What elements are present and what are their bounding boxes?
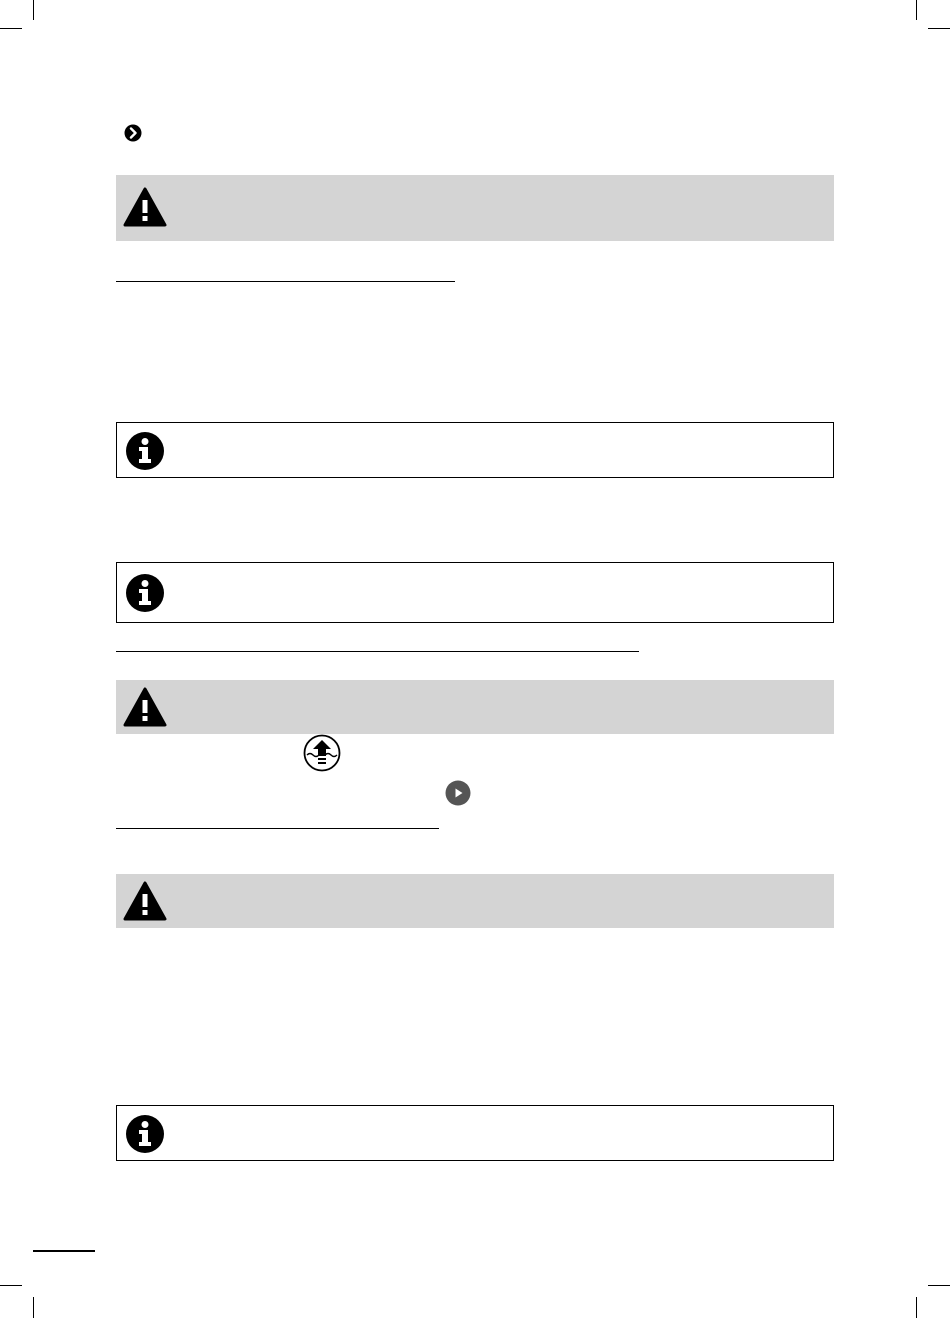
info-circle-icon — [125, 431, 165, 471]
warning-triangle-icon — [123, 881, 167, 921]
info-box — [116, 422, 834, 478]
crop-mark — [928, 1285, 950, 1286]
crop-mark — [916, 0, 917, 20]
warning-box — [116, 175, 834, 241]
crop-mark — [0, 28, 22, 29]
section-heading-rule — [116, 281, 455, 282]
warning-triangle-icon — [123, 687, 167, 727]
crop-mark — [33, 1297, 34, 1318]
info-box — [116, 1105, 834, 1161]
warning-box — [116, 680, 834, 734]
info-box — [116, 562, 834, 623]
crop-mark — [0, 1285, 22, 1286]
chevron-right-circle-icon — [124, 124, 142, 142]
section-heading-rule — [116, 651, 639, 652]
section-heading-rule — [116, 828, 439, 829]
crop-mark — [33, 0, 34, 20]
arrow-up-water-button-icon — [302, 734, 342, 772]
info-circle-icon — [125, 1114, 165, 1154]
info-circle-icon — [125, 573, 165, 613]
crop-mark — [916, 1297, 917, 1318]
play-button-icon — [445, 780, 471, 806]
footer-rule — [33, 1250, 95, 1252]
warning-triangle-icon — [123, 187, 167, 227]
crop-mark — [928, 28, 950, 29]
warning-box — [116, 874, 834, 928]
